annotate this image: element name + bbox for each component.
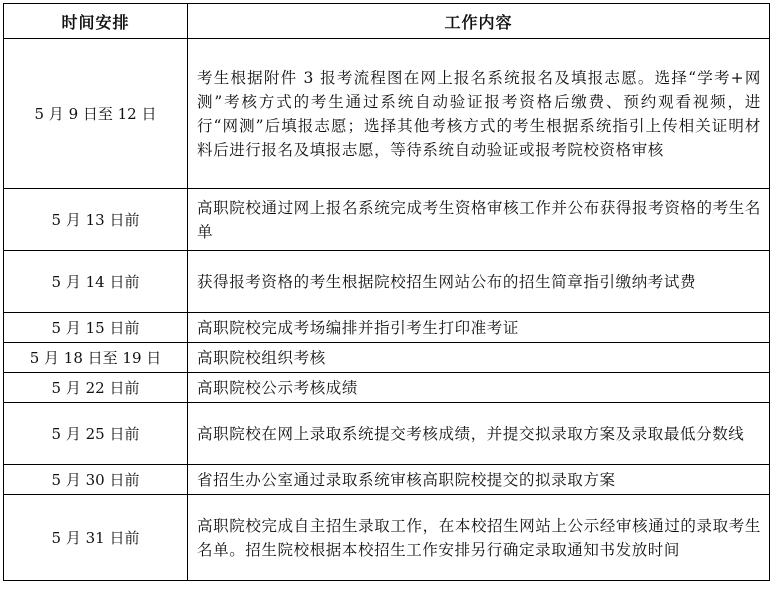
header-time: 时间安排 [4, 4, 188, 39]
table-row [4, 373, 770, 403]
row-time: 5 月 30 日前 [4, 465, 188, 495]
row-work: 高职院校完成考场编排并指引考生打印准考证 [188, 313, 770, 343]
table-row [4, 251, 770, 313]
row-work: 高职院校通过网上报名系统完成考生资格审核工作并公布获得报考资格的考生名单 [188, 189, 770, 251]
row-work: 高职院校在网上录取系统提交考核成绩，并提交拟录取方案及录取最低分数线 [188, 403, 770, 465]
table-row [4, 403, 770, 465]
row-time: 5 月 31 日前 [4, 495, 188, 581]
row-time: 5 月 15 日前 [4, 313, 188, 343]
header-work: 工作内容 [188, 4, 770, 39]
table-row [4, 39, 770, 189]
row-work: 省招生办公室通过录取系统审核高职院校提交的拟录取方案 [188, 465, 770, 495]
row-time: 5 月 18 日至 19 日 [4, 343, 188, 373]
row-work: 高职院校组织考核 [188, 343, 770, 373]
row-time: 5 月 25 日前 [4, 403, 188, 465]
header-row [4, 4, 770, 39]
table-row [4, 495, 770, 581]
row-time: 5 月 14 日前 [4, 251, 188, 313]
row-time: 5 月 22 日前 [4, 373, 188, 403]
row-time: 5 月 9 日至 12 日 [4, 39, 188, 189]
row-work: 获得报考资格的考生根据院校招生网站公布的招生简章指引缴纳考试费 [188, 251, 770, 313]
row-time: 5 月 13 日前 [4, 189, 188, 251]
table-row [4, 343, 770, 373]
table-row [4, 189, 770, 251]
row-work: 考生根据附件 3 报考流程图在网上报名系统报名及填报志愿。选择“学考+网测”考核方式的考生通过系统自动验证报考资格后缴费、预约观看视频，进行“网测”后填报志愿；选择其他考核方式的考生根据系统指引上传相关证明材料后进行报名及填报志愿，等待系统自动验证或报考院校资格审核 [188, 39, 770, 189]
schedule-table [3, 3, 770, 581]
table-row [4, 313, 770, 343]
row-work: 高职院校完成自主招生录取工作，在本校招生网站上公示经审核通过的录取考生名单。招生院校根据本校招生工作安排另行确定录取通知书发放时间 [188, 495, 770, 581]
row-work: 高职院校公示考核成绩 [188, 373, 770, 403]
table-row [4, 465, 770, 495]
